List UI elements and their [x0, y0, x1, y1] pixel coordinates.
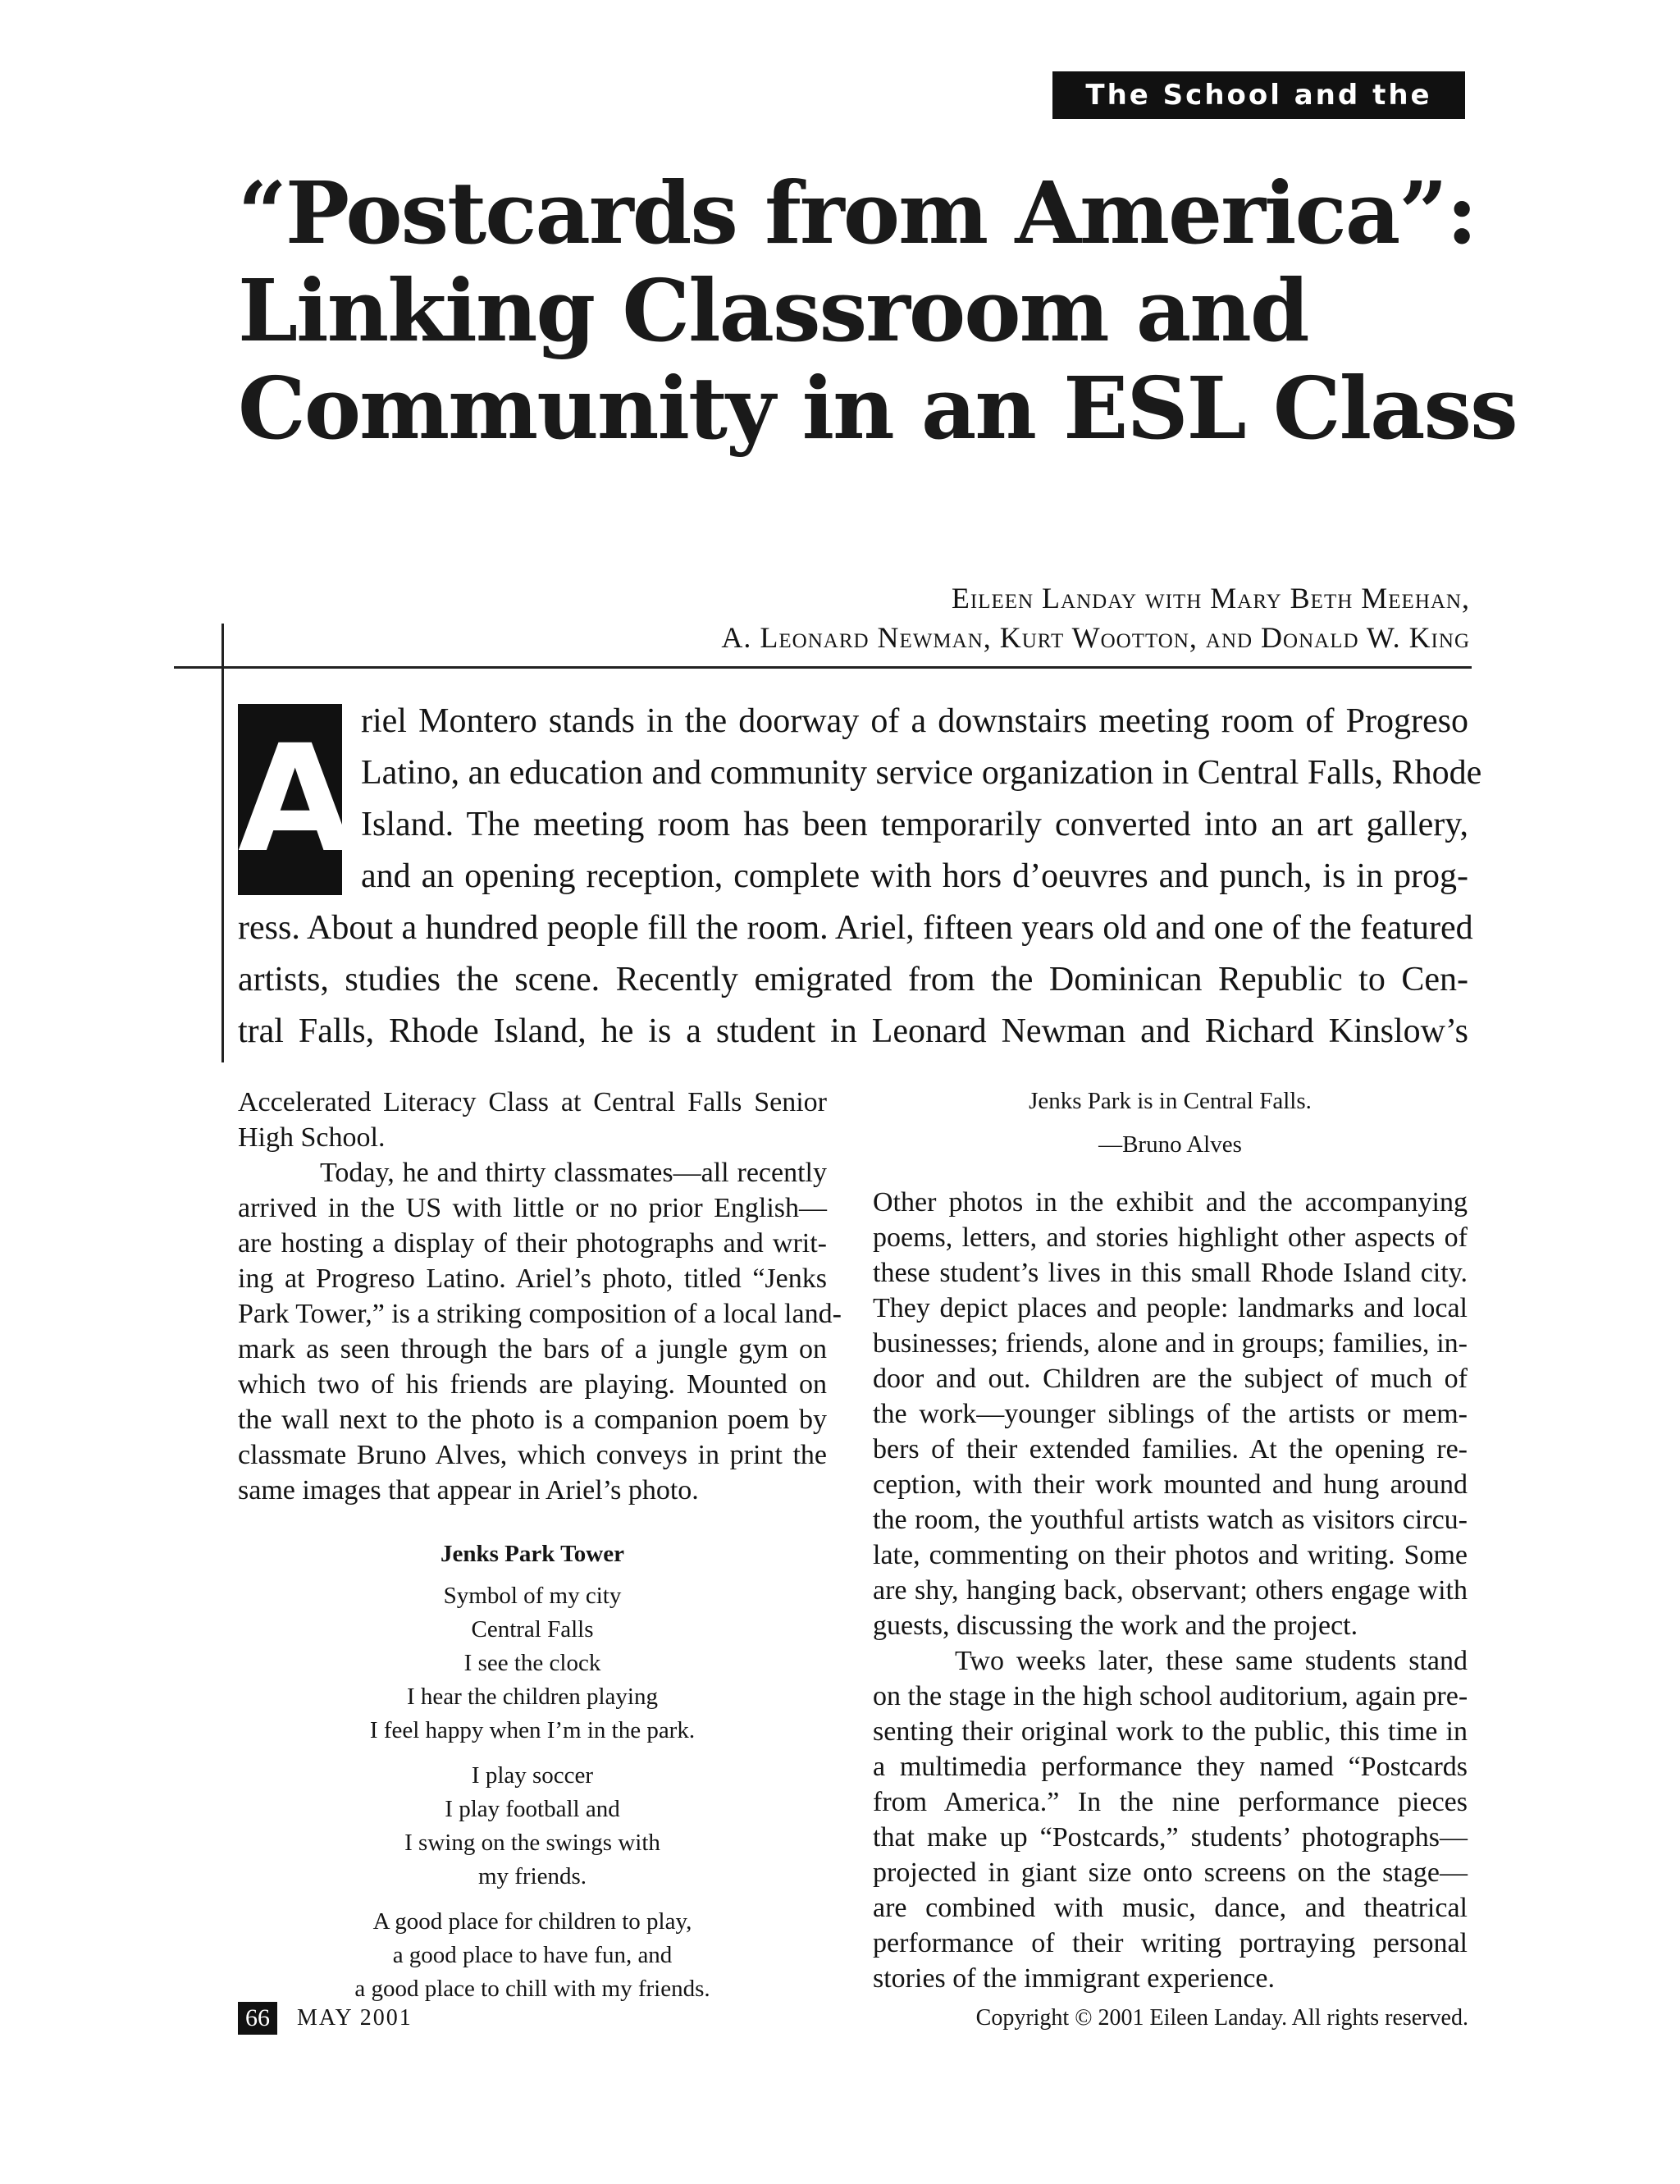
right-column — [873, 1185, 1468, 1996]
poem-line: A good place for children to play, — [372, 1908, 692, 1935]
text-line: High School. — [238, 1122, 386, 1153]
lead-paragraph — [238, 696, 1482, 1058]
text-line: the work—younger siblings of the artists or mem- — [873, 1399, 1468, 1429]
poem-title: Jenks Park Tower — [441, 1541, 624, 1567]
text-line: businesses; friends, alone and in groups; families, in- — [873, 1328, 1468, 1359]
poem-stanza — [238, 1759, 827, 1894]
text-line: performance of their writing portraying personal — [873, 1928, 1468, 1958]
page-number: 66 — [238, 2002, 277, 2035]
text-line: the room, the youthful artists watch as visitors circu- — [873, 1505, 1468, 1535]
text-line: Latino, an education and community service organization in Central Falls, Rhode — [361, 754, 1482, 792]
text-line: the wall next to the photo is a companion poem by — [238, 1405, 827, 1435]
poem-line: a good place to chill with my friends. — [354, 1976, 710, 2002]
text-line: Other photos in the exhibit and the accompanying — [873, 1187, 1468, 1218]
poem-line: I feel happy when I’m in the park. — [369, 1717, 696, 1743]
poem-stanza — [238, 1579, 827, 1748]
text-line: a multimedia performance they named “Postcards — [873, 1752, 1468, 1782]
poem-line: Central Falls — [471, 1616, 594, 1643]
poem-line: I play soccer — [471, 1762, 594, 1789]
text-line: ress. About a hundred people fill the room. Ariel, fifteen years old and one of the featured — [238, 909, 1473, 947]
text-line: are hosting a display of their photographs and writ- — [238, 1228, 827, 1259]
author-line: A. Leonard Newman, Kurt Wootton, and Donald W. King — [721, 621, 1470, 654]
title-line: “Postcards from America”: — [238, 162, 1477, 263]
text-line: Island. The meeting room has been temporarily converted into an art gallery, — [361, 806, 1468, 843]
text-line: are shy, hanging back, observant; others engage with — [873, 1575, 1468, 1606]
title-line: Community in an ESL Class — [238, 358, 1517, 459]
text-line: poems, letters, and stories highlight other aspects of — [873, 1222, 1468, 1253]
text-line: ception, with their work mounted and hung around — [873, 1469, 1468, 1500]
drop-cap: A — [238, 704, 342, 895]
text-line: Park Tower,” is a striking composition of a local land- — [238, 1299, 842, 1329]
text-line: that make up “Postcards,” students’ photographs— — [873, 1822, 1468, 1853]
text-line: and an opening reception, complete with hors d’oeuvres and punch, is in prog- — [361, 857, 1468, 895]
author-byline — [721, 578, 1470, 657]
text-line: guests, discussing the work and the project. — [873, 1611, 1358, 1641]
text-line: are combined with music, dance, and theatrical — [873, 1893, 1468, 1923]
left-column — [238, 1085, 842, 1508]
text-line: senting their original work to the public, this time in — [873, 1716, 1468, 1747]
text-line: these student’s lives in this small Rhode Island city. — [873, 1258, 1468, 1288]
poem-line: I hear the children playing — [407, 1684, 658, 1710]
text-line: door and out. Children are the subject of much of — [873, 1364, 1468, 1394]
text-line: classmate Bruno Alves, which conveys in print the — [238, 1440, 827, 1470]
text-line: Accelerated Literacy Class at Central Falls Senior — [238, 1087, 827, 1117]
author-line: Eileen Landay with Mary Beth Meehan, — [951, 582, 1470, 615]
horizontal-rule — [174, 666, 1472, 669]
poem-stanza — [238, 1905, 827, 2006]
poem-line: my friends. — [477, 1863, 587, 1889]
text-line: bers of their extended families. At the opening re- — [873, 1434, 1468, 1464]
section-label: The School and the Community — [1052, 71, 1465, 119]
issue-date: MAY 2001 — [297, 2005, 413, 2031]
article-title — [238, 162, 1517, 459]
vertical-rule — [221, 624, 224, 1062]
text-line: same images that appear in Ariel’s photo. — [238, 1475, 699, 1505]
poem-attribution: —Bruno Alves — [1098, 1131, 1242, 1158]
text-line: on the stage in the high school auditorium, again pre- — [873, 1681, 1468, 1711]
text-line: projected in giant size onto screens on the stage— — [873, 1857, 1468, 1888]
text-line: Two weeks later, these same students stand — [955, 1646, 1468, 1676]
text-line: tral Falls, Rhode Island, he is a student in Leonard Newman and Richard Kinslow’s — [238, 1012, 1468, 1050]
text-line: artists, studies the scene. Recently emigrated from the Dominican Republic to Cen- — [238, 961, 1468, 998]
text-line: from America.” In the nine performance pieces — [873, 1787, 1468, 1817]
text-line: late, commenting on their photos and writing. Some — [873, 1540, 1468, 1570]
text-line: stories of the immigrant experience. — [873, 1963, 1275, 1994]
text-line: arrived in the US with little or no prior English— — [238, 1193, 827, 1223]
text-line: riel Montero stands in the doorway of a downstairs meeting room of Progreso — [361, 702, 1468, 740]
text-line: mark as seen through the bars of a jungle gym on — [238, 1334, 827, 1364]
title-line: Linking Classroom and — [238, 260, 1308, 361]
poem-line: I play football and — [445, 1796, 620, 1822]
poem-line: a good place to have fun, and — [392, 1942, 673, 1968]
poem-continuation — [873, 1085, 1468, 1162]
text-line: ing at Progreso Latino. Ariel’s photo, titled “Jenks — [238, 1263, 827, 1294]
copyright-notice: Copyright © 2001 Eileen Landay. All rights reserved. — [975, 2005, 1468, 2031]
poem — [238, 1537, 827, 2017]
poem-line: Symbol of my city — [443, 1583, 622, 1609]
poem-line: Jenks Park is in Central Falls. — [1029, 1088, 1312, 1114]
poem-line: I swing on the swings with — [404, 1830, 660, 1856]
text-line: which two of his friends are playing. Mounted on — [238, 1369, 827, 1400]
text-line: Today, he and thirty classmates—all recently — [320, 1158, 827, 1188]
text-line: They depict places and people: landmarks and local — [873, 1293, 1468, 1323]
poem-line: I see the clock — [463, 1650, 601, 1676]
